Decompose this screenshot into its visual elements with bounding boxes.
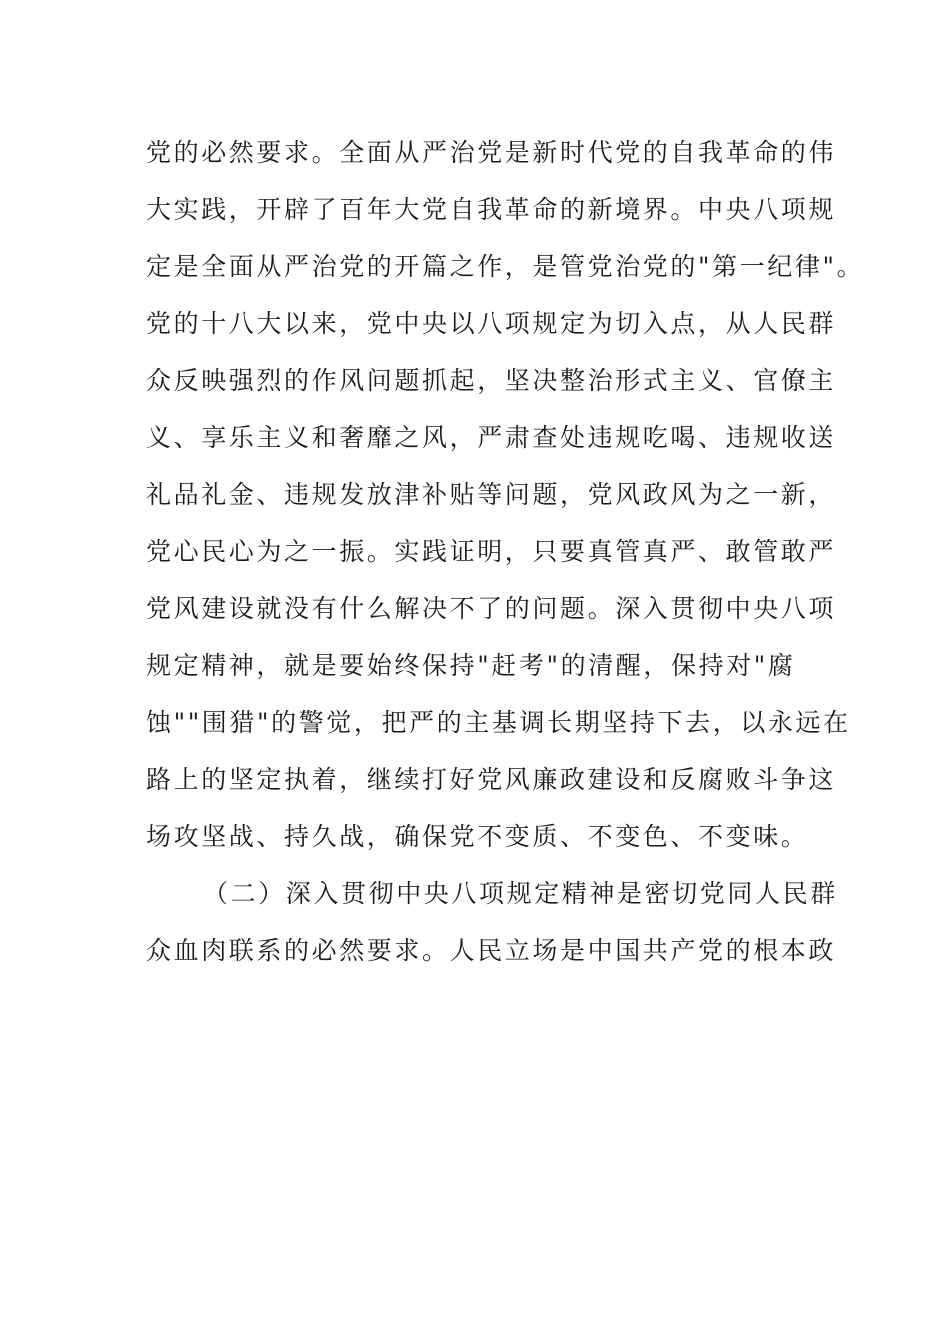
text-line-11: 蚀""围猎"的警觉，把严的主基调长期坚持下去，以永远在 — [146, 708, 851, 737]
text-line-15: 众血肉联系的必然要求。人民立场是中国共产党的根本政 — [146, 936, 837, 965]
text-line-12: 路上的坚定执着，继续打好党风廉政建设和反腐败斗争这 — [146, 765, 837, 794]
text-line-7: 礼品礼金、违规发放津补贴等问题，党风政风为之一新， — [146, 480, 837, 509]
text-line-10: 规定精神，就是要始终保持"赶考"的清醒，保持对"腐 — [146, 651, 796, 680]
text-line-1: 党的必然要求。全面从严治党是新时代党的自我革命的伟 — [146, 138, 837, 167]
text-line-4: 党的十八大以来，党中央以八项规定为切入点，从人民群 — [146, 309, 837, 338]
text-line-13: 场攻坚战、持久战，确保党不变质、不变色、不变味。 — [146, 822, 809, 851]
text-line-3: 定是全面从严治党的开篇之作，是管党治党的"第一纪律"。 — [146, 252, 865, 281]
text-line-8: 党心民心为之一振。实践证明，只要真管真严、敢管敢严 — [146, 537, 837, 566]
text-line-2: 大实践，开辟了百年大党自我革命的新境界。中央八项规 — [146, 195, 837, 224]
body-text — [146, 124, 865, 979]
section-heading-line: （二）深入贯彻中央八项规定精神是密切党同人民群 — [203, 879, 838, 908]
text-line-6: 义、享乐主义和奢靡之风，严肃查处违规吃喝、违规收送 — [146, 423, 837, 452]
text-line-5: 众反映强烈的作风问题抓起，坚决整治形式主义、官僚主 — [146, 366, 837, 395]
text-line-9: 党风建设就没有什么解决不了的问题。深入贯彻中央八项 — [146, 594, 837, 623]
